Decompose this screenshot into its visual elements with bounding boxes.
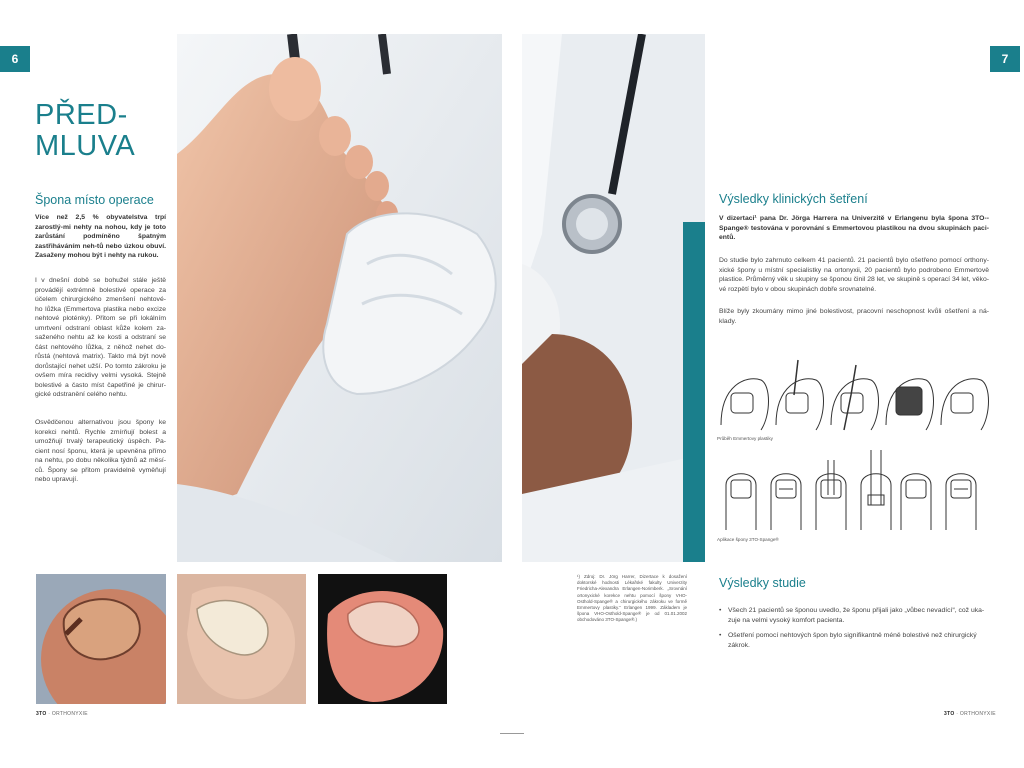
results-heading: Výsledky studie <box>719 576 806 590</box>
footer-right <box>944 711 996 717</box>
title-line-1: PŘED- <box>35 99 128 131</box>
toe-photo-3 <box>318 574 447 704</box>
accent-bar <box>683 222 705 562</box>
paragraph-right-2: Blíže byly zkoumány mimo jiné bolestivost, pracovní neschopnost kvůli ošetření a ná-klady. <box>719 308 989 325</box>
paragraph-left-2: Osvědčenou alternativou jsou špony ke korekci nehtů. Rychle zmírňují bolest a umožňují trvalý terapeutický úspěch. Pa-cient nosí šponu, která je upevněna přímo na nehtu, po dobu několika týdnů až měsí-ců. Špony se přitom pravidelně vyměňují nebo upravují. <box>35 419 166 483</box>
footer-right-brand: 3TO <box>944 711 955 717</box>
footer-right-text: · ORTHONYXIE <box>956 711 996 717</box>
page-title <box>35 100 135 162</box>
footer-left <box>36 711 88 717</box>
footer-left-text: · ORTHONYXIE <box>48 711 88 717</box>
surgery-diagram <box>716 355 991 435</box>
footnote: ¹) Zdroj: Dr. Jörg Harrer, Dizertace k dosažení doktorské hodnosti Lékařské fakulty Univerzity Friedricha-Alexandra Erlangen-Norimberk. „Srovnání ortonyxické korekce nehtu pomocí špony VHO-Osthold-Spange® a chirurgického zákroku ve formě Emmertovy plastiky.“ Erlangen 1999. Základem je špona VHO-Osthold-Spange® je od 01.01.2002 obchodováno 3TO-Spange®.) <box>577 574 687 623</box>
results-list <box>719 606 989 656</box>
section-heading-left: Špona místo operace <box>35 193 154 207</box>
toe-photo-2 <box>177 574 306 704</box>
page-number-left: 6 <box>0 46 30 72</box>
title-line-2: MLUVA <box>35 130 136 162</box>
intro-bold-right: V dizertaci¹ pana Dr. Jörga Harrera na Univerzitě v Erlangenu byla špona 3TO--Spange® testována v porovnání s Emmertovou plastikou na dvou skupinách paci-entů. <box>719 215 989 241</box>
paragraph-right-1: Do studie bylo zahrnuto celkem 41 pacientů. 21 pacientů bylo ošetřeno pomocí orthony-xické špony u místní specialistky na ortonyxii, 20 pacientů bylo podrobeno Emmertově plastice. Průměrný věk u skupiny se šponou činil 28 let, ve skupině s operací 34 let, věko-vé rozpětí bylo v obou skupinách dobře srovnatelné. <box>719 257 989 293</box>
main-photo-right <box>522 34 705 562</box>
intro-bold-left: Více než 2,5 % obyvatelstva trpí zarostlý-mi nehty na nohou, kdy je toto zarůstání podmíněno špatným zastřiháváním neh-tů nebo úzkou obuví. Zasaženy mohou být i nehty na rukou. <box>35 214 166 259</box>
stethoscope-illustration <box>522 34 705 562</box>
doctor-foot-illustration <box>177 34 502 562</box>
paragraph-left-1: I v dnešní době se bohužel stále ještě provádějí extrémně bolestivé operace za účelem chirurgického zmenšení nehtové-ho lůžka (Emmertova plastika nebo excize nehtové ploténky). Přitom se při lokálním umrtvení odstraní oblast kůže kolem za-saženého nehtu až ke kosti a odstraní se část nehtového lůžka, z něhož nehet do-růstá (nehtová matrix). Takto má být nově dorůstající nehet užší. Po tomto zákroku je ovšem míra recidivy velmi vysoká. Stejně bolestivé a často míst čapetřiné je chirur-gické odstranění celého nehtu. <box>35 277 166 398</box>
result-bullet-1: • Všech 21 pacientů se šponou uvedlo, že šponu přijali jako „vůbec nevadící“, což uka-zuje na velmi vysoký komfort pacienta. <box>719 606 989 625</box>
page-number-right: 7 <box>990 46 1020 72</box>
main-photo-left <box>177 34 502 562</box>
result-bullet-2: • Ošetření pomocí nehtových špon bylo signifikantně méně bolestivé než chirurgický zákrok. <box>719 631 989 650</box>
toe-photo-1 <box>36 574 166 704</box>
section-heading-right: Výsledky klinických šetření <box>719 192 868 206</box>
brace-diagram <box>716 450 991 532</box>
caption-brace: Aplikace špony 3TO-Spange® <box>717 537 779 542</box>
caption-surgery: Průběh Emmertovy plastiky <box>717 436 773 441</box>
footer-left-brand: 3TO <box>36 711 47 717</box>
center-divider <box>500 733 524 734</box>
